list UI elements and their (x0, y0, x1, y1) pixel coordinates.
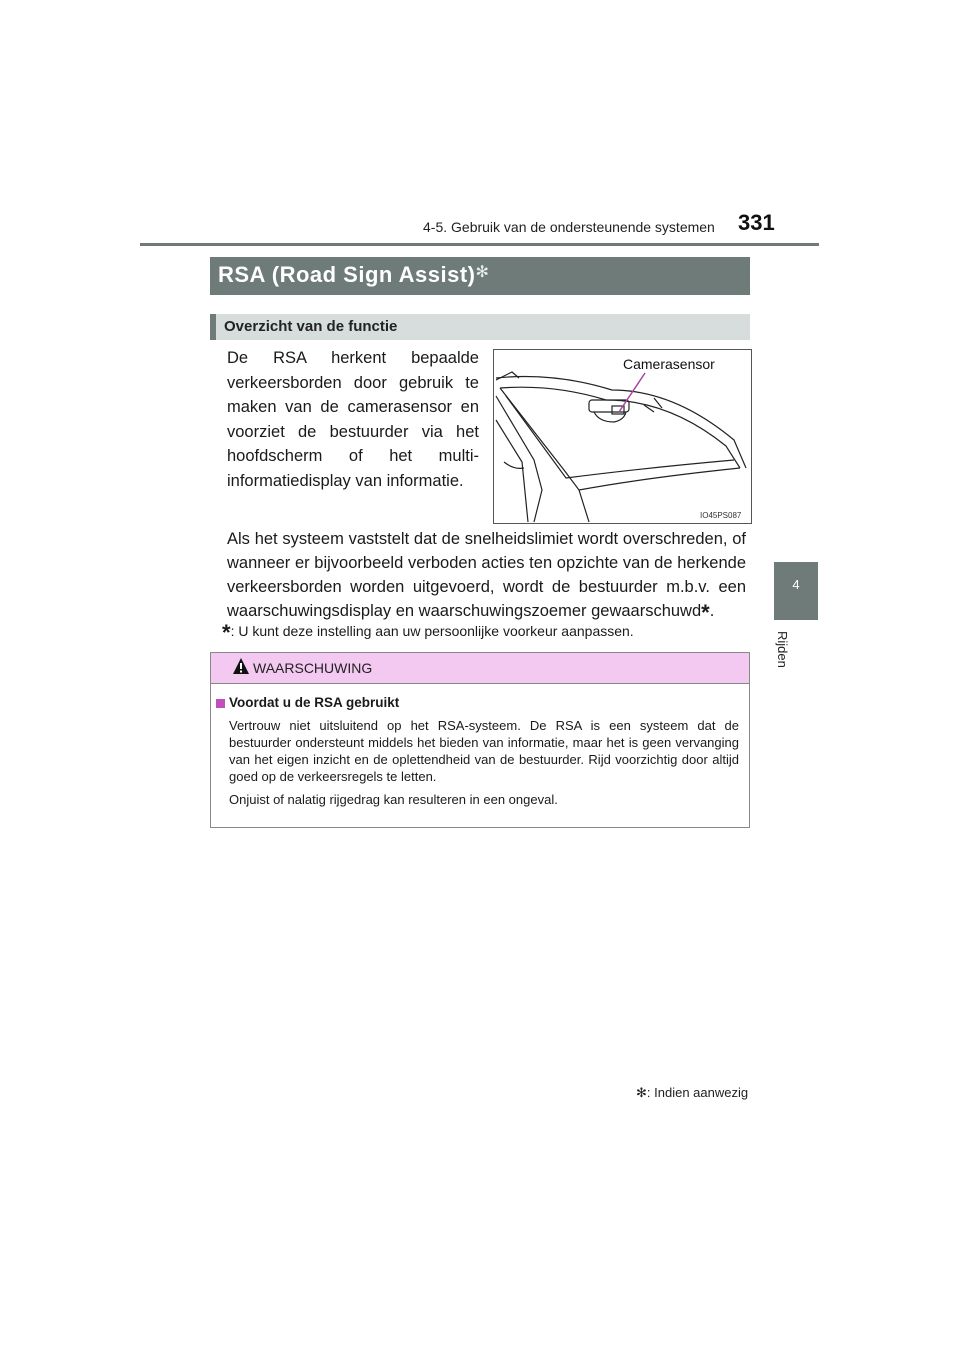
warning-paragraph: Onjuist of nalatig rijgedrag kan resulteren in een ongeval. (229, 792, 558, 807)
optional-equipment-note (636, 1085, 748, 1101)
windshield-illustration-svg (494, 350, 751, 523)
section-title-text: RSA (Road Sign Assist) (218, 262, 476, 287)
optional-equipment-note-text: : Indien aanwezig (646, 1085, 749, 1100)
warning-title: WAARSCHUWING (253, 660, 373, 676)
subheading: Overzicht van de functie (224, 318, 398, 335)
bullet-square-icon (216, 699, 225, 708)
body-paragraph (227, 527, 746, 625)
footnote-text: : U kunt deze instelling aan uw persoonlijke voorkeur aanpassen. (230, 623, 634, 639)
optional-equipment-note-star: ✻ (636, 1085, 647, 1100)
body-paragraph-end: . (709, 602, 715, 620)
warning-triangle-icon (232, 657, 250, 675)
optional-equipment-asterisk: ✻ (475, 264, 490, 281)
body-paragraph-text: Als het systeem vaststelt dat de snelheidslimiet wordt overschreden, of wanneer er bijvoorbeeld verboden acties ten opzichte van de herkende verkeersborden worden uitgevoerd, wordt de bestuurder m.b.v. een waarschuwingsdisplay en waarschuwingszoemer gewaarschuwd (227, 530, 746, 620)
chapter-tab-label: Rijden (775, 631, 790, 668)
page-number: 331 (738, 210, 775, 235)
warning-paragraph: Vertrouw niet uitsluitend op het RSA-systeem. De RSA is een systeem dat de bestuurder ondersteunt middels het bieden van informatie, maar het is geen vervanging van het eigen inzicht en de oplettendheid van de bestuurder. Rijd voorzichtig door altijd goed op de verkeersregels te letten. (229, 718, 739, 784)
warning-heading: Voordat u de RSA gebruikt (229, 695, 400, 710)
footnote-marker: * (222, 620, 231, 645)
subheading-accent (210, 314, 216, 340)
body-footnote-marker: * (701, 600, 710, 625)
intro-paragraph: De RSA herkent bepaalde verkeersborden door gebruik te maken van de camerasensor en voorziet de bestuurder via het hoofdscherm of het multi-informatiedisplay van informatie. (227, 349, 479, 490)
windshield-camera-illustration (493, 349, 752, 524)
footnote (222, 620, 634, 646)
header-section-title: 4-5. Gebruik van de ondersteunende systemen (423, 219, 715, 235)
header-divider (140, 243, 819, 246)
chapter-tab-number: 4 (792, 577, 800, 592)
figure-label: Camerasensor (623, 356, 715, 372)
section-title (218, 262, 489, 288)
figure-code: IO45PS087 (700, 511, 742, 520)
